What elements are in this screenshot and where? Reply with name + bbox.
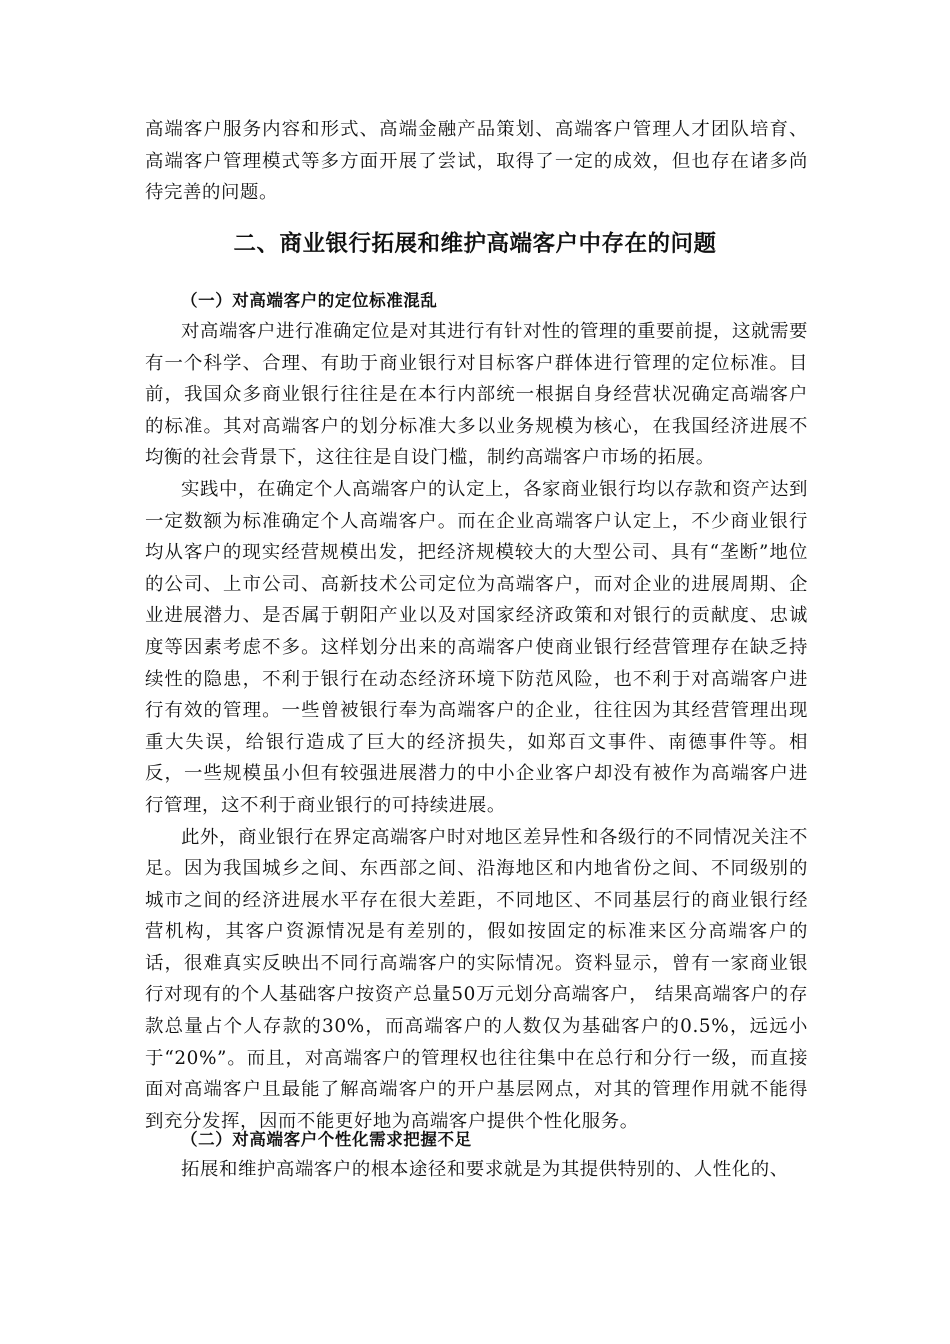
- paragraph-practice: 实践中，在确定个人高端客户的认定上，各家商业银行均以存款和资产达到一定数额为标准确定个人高端客户。而在企业高端客户认定上，不少商业银行均从客户的现实经营规模出发，把经济规模较大的大型公司、具有“垄断”地位的公司、上市公司、高新技术公司定位为高端客户，而对企业的进展周期、企业进展潜力、是否属于朝阳产业以及对国家经济政策和对银行的贡献度、忠诚度等因素考虑不多。这样划分出来的高端客户使商业银行经营管理存在缺乏持续性的隐患，不利于银行在动态经济环境下防范风险，也不利于对高端客户进行有效的管理。一些曾被银行奉为高端客户的企业，往往因为其经营管理出现重大失误，给银行造成了巨大的经济损失，如郑百文事件、南德事件等。相反，一些规模虽小但有较强进展潜力的中小企业客户却没有被作为高端客户进行管理，这不利于商业银行的可持续进展。: [145, 478, 808, 816]
- intro-paragraph-block: [145, 114, 808, 209]
- paragraph-positioning-importance: 对高端客户进行准确定位是对其进行有针对性的管理的重要前提，这就需要有一个科学、合理、有助于商业银行对目标客户群体进行管理的定位标准。目前，我国众多商业银行往往是在本行内部统一根据自身经营状况确定高端客户的标准。其对高端客户的划分标准大多以业务规模为核心，在我国经济进展不均衡的社会背景下，这往往是自设门槛，制约高端客户市场的拓展。: [145, 321, 808, 469]
- subsection-2-title: （二）对高端客户个性化需求把握不足: [181, 1130, 472, 1149]
- section-title: 二、商业银行拓展和维护高端客户中存在的问题: [233, 231, 717, 257]
- subsection-1-body: [145, 316, 808, 1137]
- intro-paragraph: 高端客户服务内容和形式、高端金融产品策划、高端客户管理人才团队培育、高端客户管理模式等多方面开展了尝试，取得了一定的成效，但也存在诸多尚待完善的问题。: [145, 119, 808, 204]
- paragraph-personalized-needs: 拓展和维护高端客户的根本途径和要求就是为其提供特别的、人性化的、: [181, 1159, 789, 1180]
- subsection-1-title: （一）对高端客户的定位标准混乱: [181, 291, 438, 310]
- subsection-2-body: [145, 1154, 808, 1186]
- paragraph-regional-differences: 此外，商业银行在界定高端客户时对地区差异性和各级行的不同情况关注不足。因为我国城乡之间、东西部之间、沿海地区和内地省份之间、不同级别的城市之间的经济进展水平存在很大差距，不同地区、不同基层行的商业银行经营机构，其客户资源情况是有差别的，假如按固定的标准来区分高端客户的话，很难真实反映出不同行高端客户的实际情况。资料显示，曾有一家商业银行对现有的个人基础客户按资产总量50万元划分高端客户， 结果高端客户的存款总量占个人存款的30%，而高端客户的人数仅为基础客户的0.5%，远远小于“20%”。而且，对高端客户的管理权也往往集中在总行和分行一级，而直接面对高端客户且最能了解高端客户的开户基层网点，对其的管理作用就不能得到充分发挥，因而不能更好地为高端客户提供个性化服务。: [145, 826, 808, 1132]
